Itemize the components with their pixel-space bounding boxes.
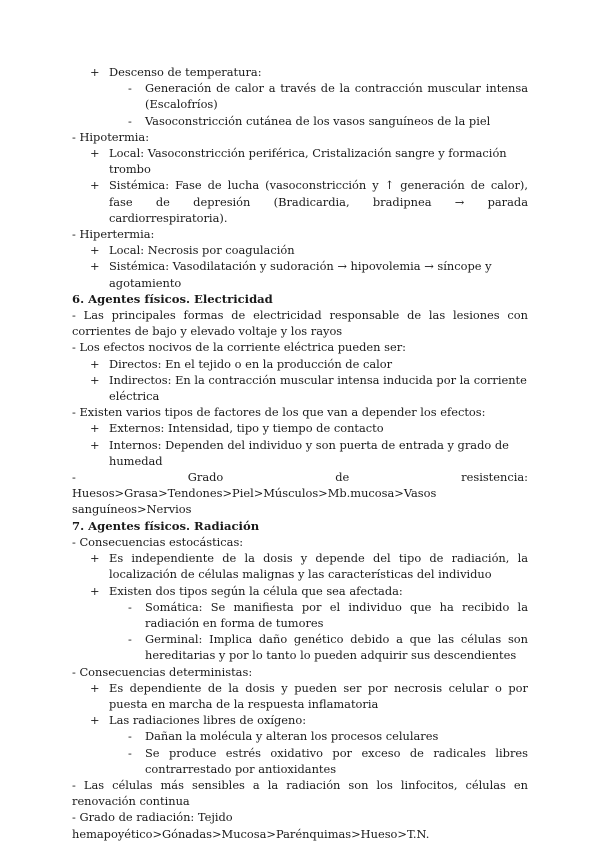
bullet-text: Existen dos tipos según la célula que sea afectada:: [109, 583, 403, 598]
dash-bullet-icon: -: [128, 113, 132, 128]
bullet-text: Generación de calor a través de la contracción muscular intensa (Escalofríos): [145, 81, 528, 112]
dash-bullet-icon: -: [128, 729, 132, 744]
bullet-text: Somática: Se manifiesta por el individuo que ha recibido la radiación en forma de tumores: [145, 599, 528, 630]
paragraph-line: - Hipertermia:: [72, 227, 155, 242]
dash-bullet-icon: -: [128, 632, 132, 647]
bullet-text: Indirectos: En la contracción muscular intensa inducida por la corriente eléctrica: [109, 372, 527, 404]
bullet-text: Vasoconstricción cutánea de los vasos sanguíneos de la piel: [145, 113, 491, 128]
bullet-item: [72, 258, 528, 290]
bullet-text: Directos: En el tejido o en la producción de calor: [109, 356, 393, 371]
plus-bullet-icon: +: [90, 178, 100, 193]
sub-bullet-item: [72, 80, 528, 112]
bullet-text: Local: Necrosis por coagulación: [109, 243, 295, 258]
bullet-item: [72, 583, 528, 599]
bullet-item: [72, 437, 528, 469]
plus-bullet-icon: +: [90, 356, 100, 371]
paragraph-line: - Grado de radiación: Tejido hemapoyético>Gónadas>Mucosa>Parénquimas>Hueso>T.N.: [72, 810, 430, 841]
paragraph-line: - Las principales formas de electricidad responsable de las lesiones con corrientes de bajo y elevado voltaje y los rayos: [72, 308, 528, 339]
dash-bullet-icon: -: [128, 745, 132, 760]
bullet-text: Internos: Dependen del individuo y son puerta de entrada y grado de humedad: [109, 437, 509, 468]
section-heading: 6. Agentes físicos. Electricidad: [72, 291, 273, 306]
plus-bullet-icon: +: [90, 421, 100, 436]
paragraph-line: - Consecuencias deterministas:: [72, 664, 253, 679]
sub-bullet-item: [72, 728, 528, 744]
dash-bullet-icon: -: [128, 599, 132, 614]
bullet-text: Se produce estrés oxidativo por exceso de radicales libres contrarrestado por antioxidantes: [145, 745, 528, 776]
bullet-text: Sistémica: Vasodilatación y sudoración → hipovolemia → síncope y agotamiento: [109, 259, 492, 290]
sub-bullet-item: [72, 599, 528, 631]
plus-bullet-icon: +: [90, 243, 100, 258]
dash-bullet-icon: -: [128, 81, 132, 96]
plus-bullet-icon: +: [90, 146, 100, 161]
bullet-item: [72, 356, 528, 372]
bullet-text: Sistémica: Fase de lucha (vasoconstricción y ↑ generación de calor), fase de depresión (Bradicardia, bradipnea → parada cardiorrespiratoria).: [109, 178, 528, 225]
paragraph-line: - Grado de resistencia: Huesos>Grasa>Tendones>Piel>Músculos>Mb.mucosa>Vasos sanguíneos>Nervios: [72, 470, 528, 517]
bullet-item: [72, 420, 528, 436]
sub-bullet-item: [72, 113, 528, 129]
paragraph-line: - Los efectos nocivos de la corriente eléctrica pueden ser:: [72, 340, 406, 355]
bullet-item: [72, 64, 528, 80]
paragraph-line: - Consecuencias estocásticas:: [72, 534, 244, 549]
sub-bullet-item: [72, 745, 528, 777]
bullet-item: [72, 177, 528, 226]
plus-bullet-icon: +: [90, 680, 100, 695]
plus-bullet-icon: +: [90, 65, 100, 79]
bullet-text: Local: Vasoconstricción periférica, Cristalización sangre y formación trombo: [109, 146, 507, 177]
bullet-text: Es dependiente de la dosis y pueden ser por necrosis celular o por puesta en marcha de la respuesta inflamatoria: [109, 680, 528, 711]
bullet-text: Es independiente de la dosis y depende del tipo de radiación, la localización de células malignas y las características del individuo: [109, 551, 528, 582]
bullet-item: [72, 372, 528, 404]
plus-bullet-icon: +: [90, 551, 100, 566]
bullet-text: Germinal: Implica daño genético debido a que las células son hereditarias y por lo tanto lo pueden adquirir sus descendientes: [145, 632, 528, 663]
bullet-text: Descenso de temperatura:: [109, 65, 262, 79]
bullet-text: Las radiaciones libres de oxígeno:: [109, 713, 307, 728]
plus-bullet-icon: +: [90, 583, 100, 598]
bullet-item: [72, 145, 528, 177]
bullet-item: [72, 712, 528, 728]
paragraph-line: - Existen varios tipos de factores de los que van a depender los efectos:: [72, 405, 486, 420]
bullet-item: [72, 680, 528, 712]
bullet-item: [72, 550, 528, 582]
section-heading: 7. Agentes físicos. Radiación: [72, 518, 260, 533]
plus-bullet-icon: +: [90, 259, 100, 274]
bullet-text: Externos: Intensidad, tipo y tiempo de contacto: [109, 421, 384, 436]
plus-bullet-icon: +: [90, 372, 100, 387]
sub-bullet-item: [72, 631, 528, 663]
bullet-text: Dañan la molécula y alteran los procesos celulares: [145, 729, 439, 744]
plus-bullet-icon: +: [90, 713, 100, 728]
paragraph-line: - Hipotermia:: [72, 129, 150, 144]
bullet-item: [72, 242, 528, 258]
plus-bullet-icon: +: [90, 437, 100, 452]
paragraph-line: - Las células más sensibles a la radiación son los linfocitos, células en renovación continua: [72, 777, 528, 809]
